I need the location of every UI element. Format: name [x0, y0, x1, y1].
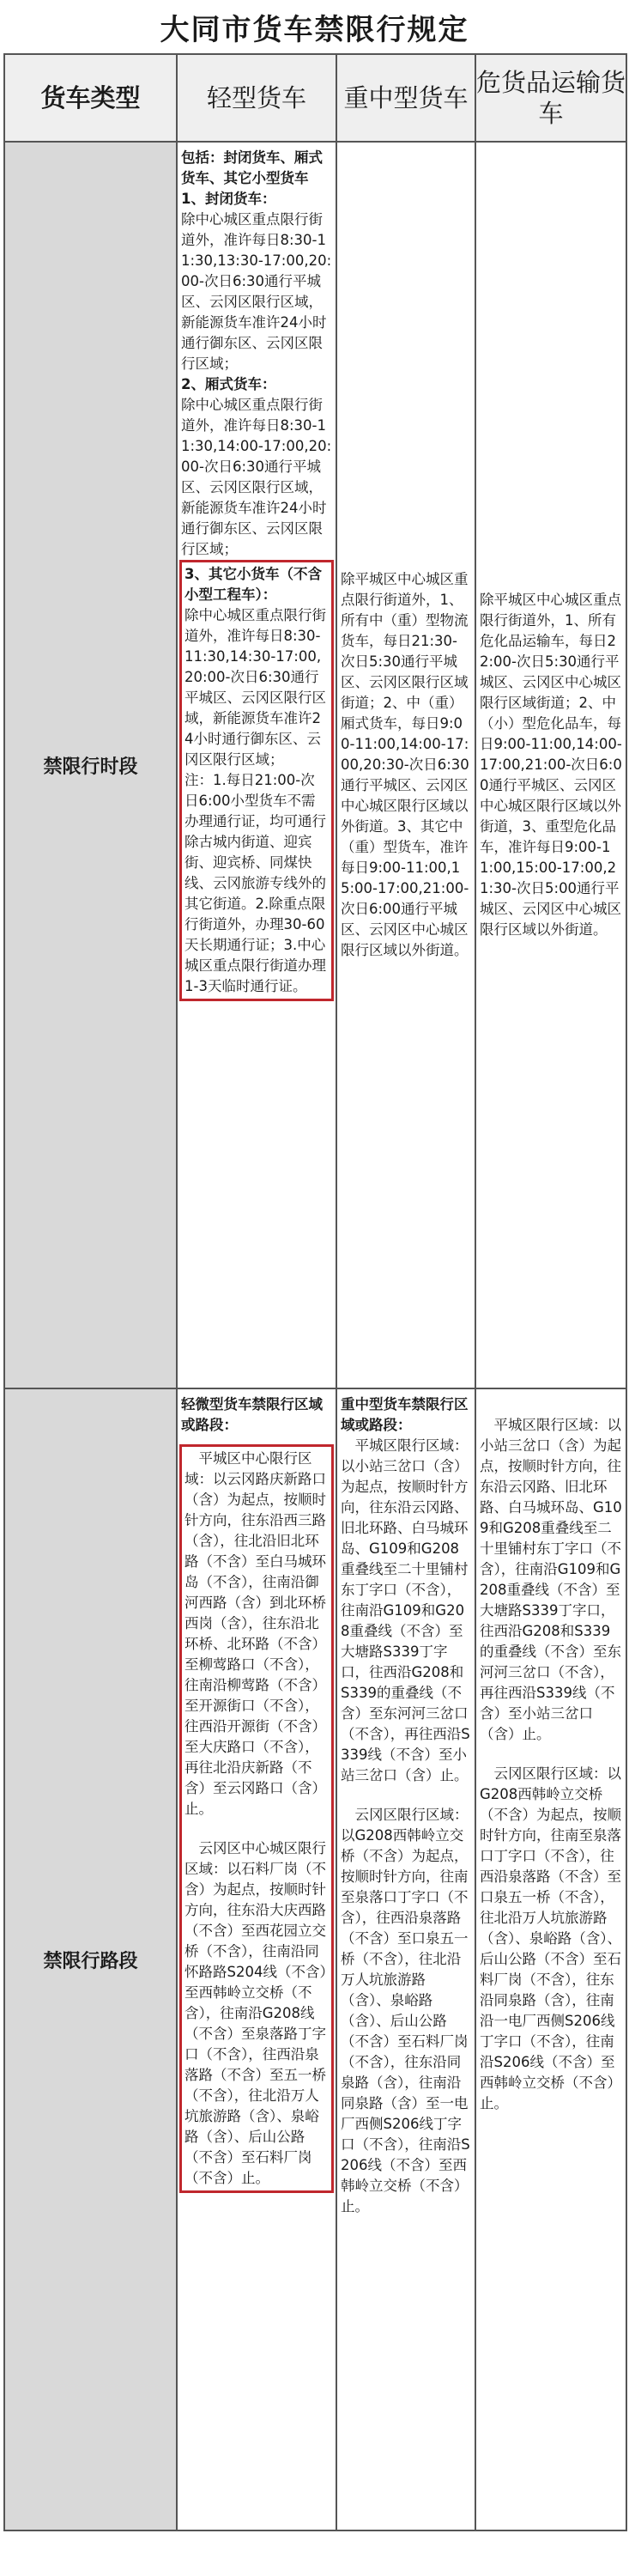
danger-time-text: 除平城区中心城区重点限行街道外，1、所有危化品运输车，每日22:00-次日5:30通行平城区、云冈区中心城区限行区域街道；2、中（小）型危化品车，每日9:00-11:00,14:00-17:00,21:00-次日6:00通行平城区、云冈区中心城区限行区域以外街道，3、重型危化品车，准许每日9:00-11:00,15:00-17:00,21:30-次日5:00通行平城区、云冈区中心城区限行区域以外街道。 — [480, 592, 622, 938]
time-row — [4, 142, 626, 1388]
row-label-road: 禁限行路段 — [4, 1388, 177, 2530]
header-heavy-truck: 重中型货车 — [336, 54, 475, 142]
heavy-road-pingcheng: 平城区限行区域：以小站三岔口（含）为起点，按顺时针方向，往东沿云冈路、旧北环路、白马城环岛、G109和G208重叠线至二十里铺村东丁字口（不含），往南沿G109和G208重叠线（不含）至大塘路S339丁字口，往西沿G208和S339的重叠线（不含）至东河河三岔口（不含），再往西沿S339线（不含）至小站三岔口（含）止。 — [341, 1437, 470, 1783]
heavy-road-intro: 重中型货车禁限行区域或路段： — [341, 1396, 469, 1433]
light-time-cell — [177, 142, 336, 1388]
regulation-table — [3, 53, 627, 2531]
header-dangerous-goods-truck: 危货品运输货车 — [475, 54, 626, 142]
light-time-intro: 包括：封闭货车、厢式货车、其它小型货车 — [181, 149, 323, 186]
highlight-box-zones — [179, 1444, 334, 2193]
header-light-truck: 轻型货车 — [177, 54, 336, 142]
heavy-road-cell — [336, 1388, 475, 2530]
heavy-time-cell — [336, 142, 475, 1388]
highlight-box-small-truck — [179, 560, 334, 1001]
danger-road-yungang: 云冈区限行区域：以G208西韩岭立交桥（不含）为起点，按顺时针方向，往南至泉落口丁字口（不含），往西沿泉落路（不含）至口泉五一桥（不含），往北沿万人坑旅游路（含）、泉峪路（含）、后山公路（不含）至石料厂岗（不含），往东沿同泉路（含），往南沿一电厂西侧S206线丁字口（不含），往南沿S206线（不含）至西韩岭立交桥（不含）止。 — [480, 1765, 621, 2111]
light-road-intro: 轻微型货车禁限行区域或路段： — [181, 1396, 323, 1433]
light-time-s3-body: 除中心城区重点限行街道外，准许每日8:30-11:30,14:30-17:00,20:00-次日6:30通行平城区、云冈区限行区域，新能源货车准许24小时通行御东区、云冈区限行区域； — [184, 607, 326, 768]
light-road-yungang: 云冈区中心城区限行区域：以石料厂岗（不含）为起点，按顺时针方向，往东沿大庆西路（不含）至西花园立交桥（不含），往南沿同怀路路S204线（不含）至西韩岭立交桥（不含），往南沿G208线（不含）至泉落路丁字口（不含），往西沿泉落路（不含）至五一桥（不含），往北沿万人坑旅游路（含）、泉峪路（含）、后山公路（不含）至石料厂岗（不含）止。 — [184, 1840, 327, 2186]
road-row — [4, 1388, 626, 2530]
document-title: 大同市货车禁限行规定 — [160, 12, 469, 47]
danger-time-cell — [475, 142, 626, 1388]
header-row — [4, 54, 626, 142]
light-time-s2-body: 除中心城区重点限行街道外，准许每日8:30-11:30,14:00-17:00,20:00-次日6:30通行平城区、云冈区限行区域，新能源货车准许24小时通行御东区、云冈区限行区域； — [181, 397, 332, 557]
light-time-s2-title: 2、厢式货车： — [181, 376, 276, 392]
heavy-time-text: 除平城区中心城区重点限行街道外，1、所有中（重）型物流货车，每日21:30-次日5:30通行平城区、云冈区限行区域街道；2、中（重）厢式货车，每日9:00-11:00,14:00-17:00,20:30-次日6:30通行平城区、云冈区中心城区限行区域以外街道。3、其它中（重）型货车，准许每日9:00-11:00,15:00-17:00,21:00-次日6:00通行平城区、云冈区中心城区限行区域以外街道。 — [341, 571, 469, 958]
light-road-pingcheng: 平城区中心限行区域：以云冈路庆新路口（含）为起点，按顺时针方向，往东沿西三路（含），往北沿旧北环路（不含）至白马城环岛（不含），往南沿御河西路（含）到北环桥西岗（含），往东沿北环桥、北环路（不含）至柳莺路口（不含），往南沿柳莺路（不含）至开源街口（不含），往西沿开源街（不含）至大庆路口（不含），再往北沿庆新路（不含）至云冈路口（含）止。 — [184, 1450, 326, 1817]
light-time-s3-title: 3、其它小货车（不含小型工程车）： — [184, 566, 322, 603]
heavy-road-yungang: 云冈区限行区域：以G208西韩岭立交桥（不含）为起点，按顺时针方向，往南至泉落口丁字口（不含），往西沿泉落路（不含）至口泉五一桥（不含），往北沿万人坑旅游路（含）、泉峪路（含）、后山公路（不含）至石料厂岗（不含），往东沿同泉路（含），往南沿同泉路（含）至一电厂西侧S206线丁字口（不含），往南沿S206线（不含）至西韩岭立交桥（不含）止。 — [341, 1807, 470, 2215]
header-truck-type: 货车类型 — [4, 54, 177, 142]
danger-road-pingcheng: 平城区限行区域：以小站三岔口（含）为起点，按顺时针方向，往东沿云冈路、旧北环路、白马城环岛、G109和G208重叠线至二十里铺村东丁字口（不含），往南沿G109和G208重叠线（不含）至大塘路S339丁字口，往西沿G208和S339的重叠线（不含）至东河河三岔口（不含），再往西沿S339线（不含）至小站三岔口（含）止。 — [480, 1417, 622, 1742]
light-time-s1-title: 1、封闭货车： — [181, 191, 276, 207]
danger-road-cell — [475, 1388, 626, 2530]
row-label-time: 禁限行时段 — [4, 142, 177, 1388]
light-time-s1-body: 除中心城区重点限行街道外，准许每日8:30-11:30,13:30-17:00,20:00-次日6:30通行平城区、云冈区限行区域，新能源货车准许24小时通行御东区、云冈区限行区域； — [181, 211, 332, 372]
light-road-cell — [177, 1388, 336, 2530]
light-time-note: 注：1.每日21:00-次日6:00小型货车不需办理通行证，均可通行除古城内街道、迎宾街、迎宾桥、同煤快线、云冈旅游专线外的其它街道。2.除重点限行街道外，办理30-60天长期通行证；3.中心城区重点限行街道办理1-3天临时通行证。 — [184, 772, 326, 994]
